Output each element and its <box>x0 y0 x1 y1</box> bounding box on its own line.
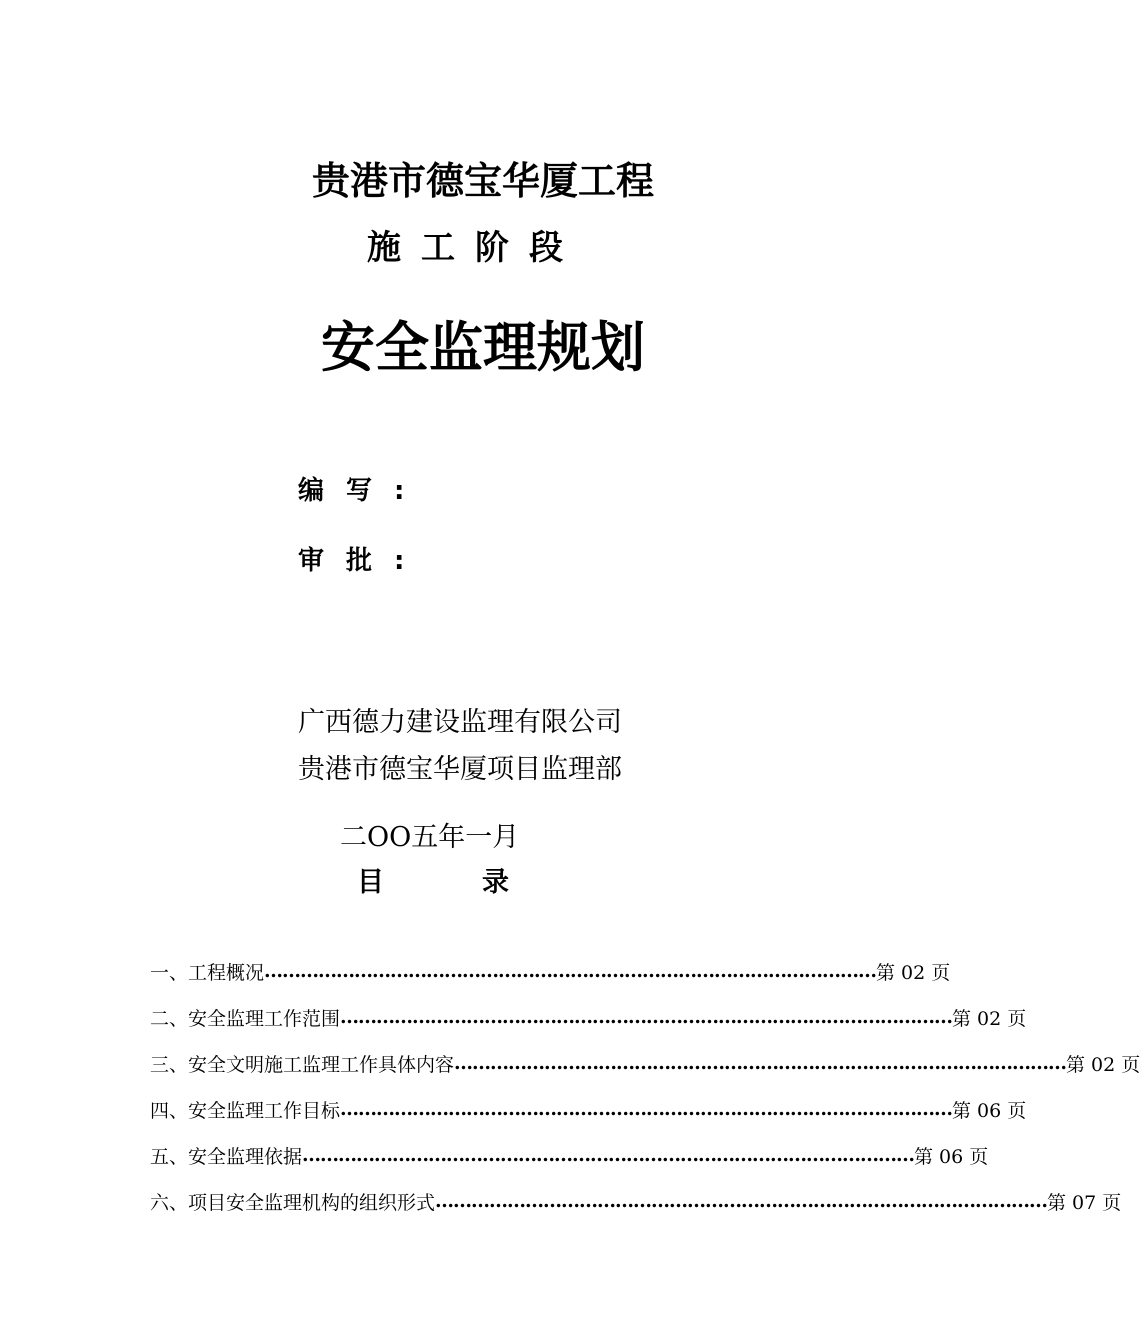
toc-entry-page: 第 06 页 <box>952 1099 1027 1122</box>
toc-leader-dots: ………………………………………………………………………………………… <box>264 960 877 982</box>
toc-title: 目录 <box>357 867 607 898</box>
document-date: 二OO五年一月 <box>340 822 520 853</box>
toc-entry[interactable] <box>150 956 951 986</box>
toc-entry-label: 五、安全监理依据 <box>150 1145 303 1168</box>
toc-entry[interactable] <box>150 1186 1122 1216</box>
toc-entry[interactable] <box>150 1140 989 1170</box>
toc-leader-dots: ………………………………………………………………………………………… <box>340 1006 953 1028</box>
toc-entry-label: 四、安全监理工作目标 <box>150 1099 341 1122</box>
toc-entry-page: 第 02 页 <box>1066 1053 1140 1076</box>
toc-leader-dots: ………………………………………………………………………………………… <box>435 1190 1048 1212</box>
stage-title: 施工阶段 <box>367 228 583 268</box>
toc-leader-dots: ………………………………………………………………………………………… <box>302 1144 915 1166</box>
toc-entry[interactable] <box>150 1094 1027 1124</box>
toc-entry-page: 第 07 页 <box>1047 1191 1122 1214</box>
toc-leader-dots: ………………………………………………………………………………………… <box>454 1052 1067 1074</box>
author-field-label: 编写: <box>298 476 427 506</box>
company-name: 广西德力建设监理有限公司 <box>298 707 622 738</box>
approver-field-label: 审批: <box>298 546 427 576</box>
document-title: 安全监理规划 <box>321 316 645 379</box>
toc-leader-dots: ………………………………………………………………………………………… <box>340 1098 953 1120</box>
toc-entry[interactable] <box>150 1002 1027 1032</box>
toc-entry-page: 第 06 页 <box>914 1145 989 1168</box>
toc-entry-label: 二、安全监理工作范围 <box>150 1007 341 1030</box>
toc-entry[interactable] <box>150 1048 1140 1078</box>
toc-entry-label: 一、工程概况 <box>150 961 265 984</box>
project-title: 贵港市德宝华厦工程 <box>311 159 654 203</box>
project-department: 贵港市德宝华厦项目监理部 <box>298 754 622 785</box>
toc-entry-page: 第 02 页 <box>876 961 951 984</box>
toc-entry-label: 三、安全文明施工监理工作具体内容 <box>150 1053 455 1076</box>
toc-entry-page: 第 02 页 <box>952 1007 1027 1030</box>
toc-entry-label: 六、项目安全监理机构的组织形式 <box>150 1191 436 1214</box>
